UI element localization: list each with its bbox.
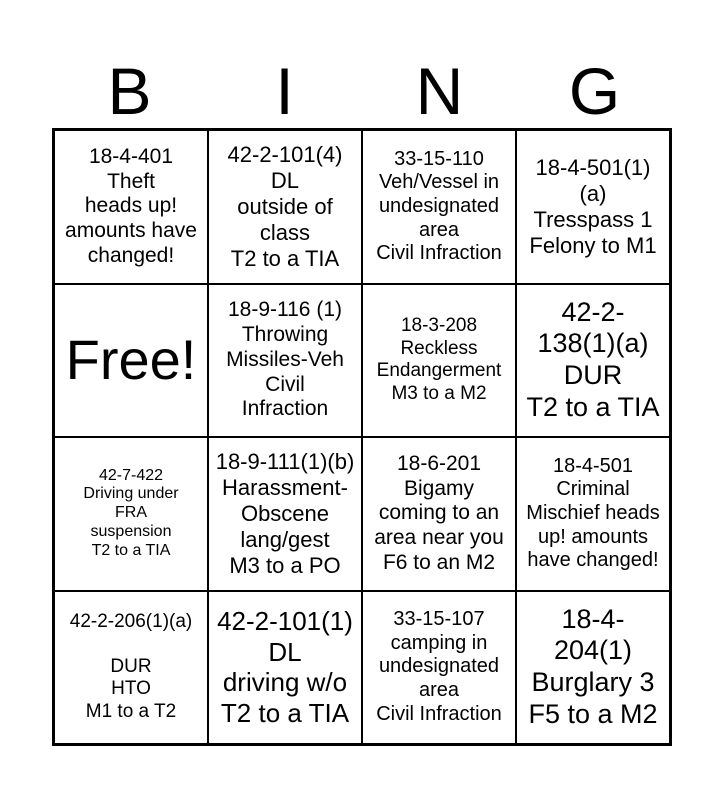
bingo-cell-r3c1[interactable]: 42-7-422 Driving under FRA suspension T2 to a TIA <box>54 437 208 591</box>
header-letter-i: I <box>275 54 294 128</box>
free-space-cell[interactable]: Free! <box>54 284 208 438</box>
bingo-cell-r2c3[interactable]: 18-3-208 Reckless Endangerment M3 to a M2 <box>362 284 516 438</box>
bingo-cell-r1c3[interactable]: 33-15-110 Veh/Vessel in undesignated area Civil Infraction <box>362 130 516 284</box>
bingo-cell-r4c1[interactable]: 42-2-206(1)(a) DUR HTO M1 to a T2 <box>54 591 208 745</box>
bingo-cell-r3c3[interactable]: 18-6-201 Bigamy coming to an area near you F6 to an M2 <box>362 437 516 591</box>
bingo-cell-r4c2[interactable]: 42-2-101(1) DL driving w/o T2 to a TIA <box>208 591 362 745</box>
header-letter-n: N <box>415 54 464 128</box>
bingo-cell-r4c4[interactable]: 18-4- 204(1) Burglary 3 F5 to a M2 <box>516 591 670 745</box>
bingo-cell-r3c2[interactable]: 18-9-111(1)(b) Harassment- Obscene lang/gest M3 to a PO <box>208 437 362 591</box>
header-letter-g: G <box>568 54 621 128</box>
bingo-cell-r2c2[interactable]: 18-9-116 (1) Throwing Missiles-Veh Civil Infraction <box>208 284 362 438</box>
bingo-header <box>52 46 672 128</box>
bingo-cell-r1c4[interactable]: 18-4-501(1) (a) Tresspass 1 Felony to M1 <box>516 130 670 284</box>
bingo-cell-r3c4[interactable]: 18-4-501 Criminal Mischief heads up! amounts have changed! <box>516 437 670 591</box>
bingo-grid <box>52 128 672 746</box>
header-letter-b: B <box>107 54 152 128</box>
bingo-cell-r1c2[interactable]: 42-2-101(4) DL outside of class T2 to a TIA <box>208 130 362 284</box>
bingo-cell-r2c4[interactable]: 42-2- 138(1)(a) DUR T2 to a TIA <box>516 284 670 438</box>
bingo-cell-r1c1[interactable]: 18-4-401 Theft heads up! amounts have changed! <box>54 130 208 284</box>
bingo-cell-r4c3[interactable]: 33-15-107 camping in undesignated area Civil Infraction <box>362 591 516 745</box>
